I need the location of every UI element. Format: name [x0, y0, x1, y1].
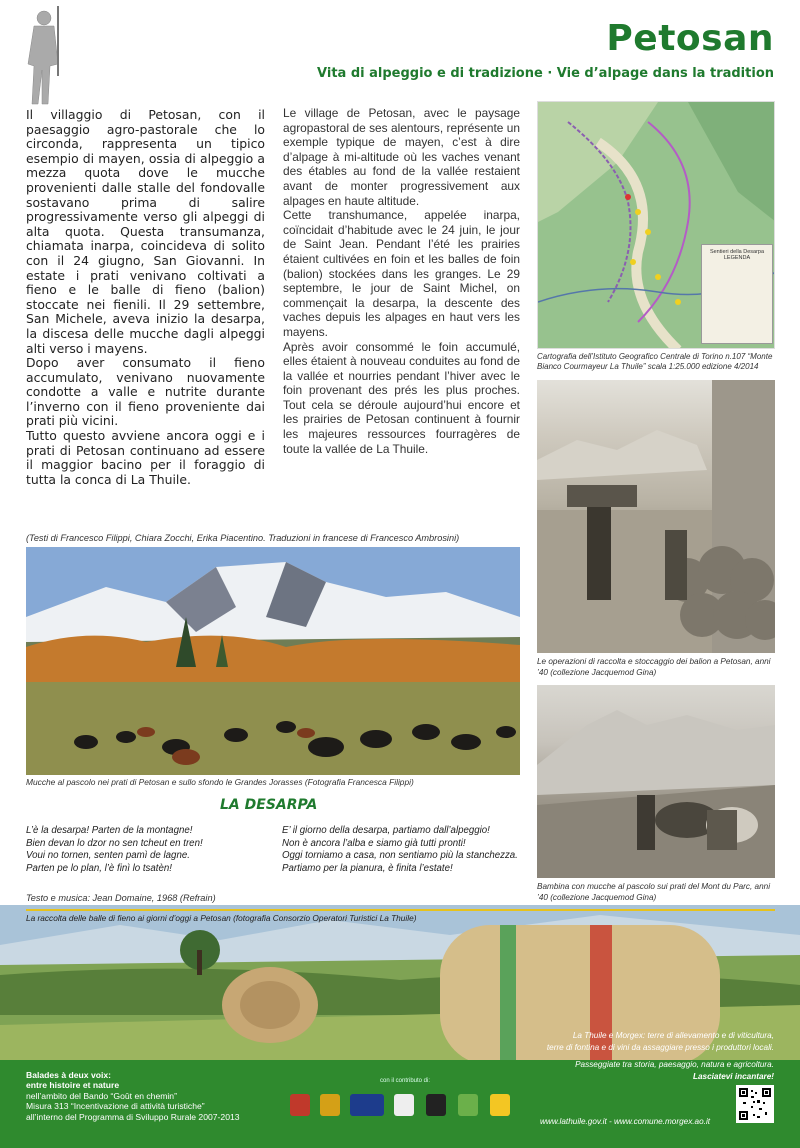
- french-text-column: [283, 106, 520, 456]
- cows-grazing-photo-caption: Mucche al pascolo nei prati di Petosan e sullo sfondo le Grandes Jorasses (Fotografia Francesca Filippi): [26, 777, 414, 787]
- leader-logo: [458, 1094, 478, 1116]
- eu-flag-logo: [350, 1094, 384, 1116]
- lyric-line: E’ il giorno della desarpa, partiamo dall’alpeggio!: [282, 825, 490, 836]
- desarpa-lyrics-patois: [26, 825, 276, 875]
- italy-republic-logo: [394, 1094, 414, 1116]
- map-legend-title: Sentieri della Desarpa LEGENDA: [709, 249, 765, 261]
- cows-grazing-photo: [26, 547, 520, 775]
- french-paragraph-3: Après avoir consommé le foin accumulé, elles étaient à nouveau conduites au fond de la vallée et nourries pendant l’hiver avec le foin provenant des prés les plus proches. Tout cela se déroule aujourd’hui encore et les prairies de Petosan continuent à fournir les majeures ressources fourragères de toute la vallée de La Thuile.: [283, 339, 520, 456]
- footer-slogan-line: Passeggiate tra storia, paesaggio, natura e agricoltura.: [575, 1060, 774, 1069]
- italian-paragraph-2: Dopo aver consumato il fieno accumulato, venivano nuovamente condotte a valle e nutrite durante l’inverno con il fieno proveniente dai prati più vicini.: [26, 355, 265, 429]
- hay-bales-photo-caption: Le operazioni di raccolta e stoccaggio dei balion a Petosan, anni ’40 (collezione Jacquemod Gina): [537, 657, 771, 677]
- text-credits: (Testi di Francesco Filippi, Chiara Zocchi, Erika Piacentino. Traduzioni in francese di Francesco Ambrosini): [26, 533, 460, 543]
- desarpa-title: LA DESARPA: [220, 797, 318, 813]
- lyric-line: Oggi torniamo a casa, non sentiamo più la stanchezza.: [282, 850, 518, 862]
- partner-logos: [280, 1078, 530, 1138]
- footer-slogan-line: terre di fontina e di vini da assaggiare presso i produttori locali.: [546, 1042, 774, 1052]
- project-info-line: nell’ambito del Bando “Goût en chemin”: [26, 1090, 177, 1101]
- italian-text-column: [26, 108, 265, 487]
- project-info: [26, 1070, 276, 1122]
- italian-paragraph-3: Tutto questo avviene ancora oggi e i prati di Petosan continuano ad essere il maggior bacino per il foraggio di tutta la conca di La Thuile.: [26, 428, 265, 487]
- desarpa-credit: Testo e musica: Jean Domaine, 1968 (Refrain): [26, 893, 216, 903]
- project-info-line: entre histoire et nature: [26, 1080, 120, 1091]
- trail-map: [537, 101, 775, 349]
- lyric-line: Non è ancora l’alba e siamo già tutti pronti!: [282, 837, 466, 849]
- partners-label: con il contributo di:: [379, 1078, 431, 1084]
- lyric-line: Partiamo per la pianura, è finita l’estate!: [282, 862, 453, 874]
- map-legend: [701, 244, 773, 344]
- project-info-line: Balades à deux voix:: [26, 1070, 112, 1080]
- morgex-crest-logo: [320, 1094, 340, 1116]
- footer-slogan-line: La Thuile e Morgex: terre di allevamento e di viticultura,: [572, 1031, 774, 1040]
- lyric-line: Bien devan lo dzor no sen tcheut en tren!: [26, 837, 203, 849]
- header: [0, 0, 800, 100]
- qr-code-icon: [736, 1085, 774, 1123]
- hay-harvest-photo-caption: La raccolta delle balle di fieno ai giorni d’oggi a Petosan (fotografia Consorzio Operatori Turistici La Thuile): [26, 913, 417, 923]
- footer-slogan-line: Lasciatevi incantare!: [692, 1071, 774, 1081]
- gal-logo: [490, 1094, 510, 1116]
- desarpa-lyrics-italian: [282, 825, 532, 875]
- page-subtitle: Vita di alpeggio e di tradizione · Vie d’alpage dans la tradition: [317, 66, 774, 81]
- accent-divider-line: [26, 909, 775, 911]
- page-title: Petosan: [606, 18, 774, 59]
- lyric-line: Voui no tornen, senten pamì de lagne.: [26, 850, 190, 862]
- italian-paragraph-1: Il villaggio di Petosan, con il paesaggio agro-pastorale che lo circonda, rappresenta un tipico esempio di mayen, ossia di alpeggio a mezza quota dove le mucche provenienti dalle stalle del fondovalle sostavano prima di salire progressivamente verso gli alpeggi di alta quota. Questa transumanza, chiamata inarpa, coincideva di solito con il 24 giugno, San Giovanni. In estate i prati venivano coltivati a fieno e le balle di fieno (balion) stoccate nei fienili. Il 29 settembre, San Michele, aveva inizio la desarpa, la discesa delle mucche dagli alpeggi alti verso i mayens.: [26, 107, 265, 356]
- lyric-line: Parten pe lo plan, l’è finì lo tsatèn!: [26, 862, 172, 874]
- lyric-line: L’è la desarpa! Parten de la montagne!: [26, 825, 193, 836]
- child-with-cows-historic-photo: [537, 685, 775, 878]
- child-with-cows-photo-caption: Bambina con mucche al pascolo sui prati del Mont du Parc, anni ’40 (collezione Jacquemod Gina): [537, 882, 771, 902]
- hay-bales-historic-photo: [537, 380, 775, 653]
- project-info-line: Misura 313 “Incentivazione di attività turistiche”: [26, 1101, 205, 1112]
- la-thuile-crest-logo: [290, 1094, 310, 1116]
- soldier-figure-icon: [14, 4, 70, 116]
- french-paragraph-2: Cette transhumance, appelée inarpa, coïncidait d’habitude avec le 24 juin, le jour de Saint Jean. Pendant l’été les prairies étaient cultivées en foin et les balles de foin (balion) stockées dans les granges. Le 29 septembre, le jour de Saint Michel, on commençait la desarpa, la descente des vaches depuis les alpages en haut vers les mayens.: [283, 208, 520, 339]
- project-info-line: all’interno del Programma di Sviluppo Rurale 2007-2013: [26, 1111, 240, 1122]
- footer-slogan: [514, 1030, 774, 1082]
- valle-aosta-logo: [426, 1094, 446, 1116]
- french-paragraph-1: Le village de Petosan, avec le paysage agropastoral de ses alentours, représente un exemple typique de mayen, c’est à dire d’alpage à mi-altitude où les vaches venant des étables au fond de la vallée restaient avant de monter progressivement aux alpages en haute altitude.: [283, 106, 520, 208]
- map-caption: Cartografia dell’Istituto Geografico Centrale di Torino n.107 “Monte Bianco Courmayeur La Thuile” scala 1:25.000 edizione 4/2014: [537, 352, 773, 371]
- website-links: www.lathuile.gov.it - www.comune.morgex.ao.it: [540, 1117, 711, 1126]
